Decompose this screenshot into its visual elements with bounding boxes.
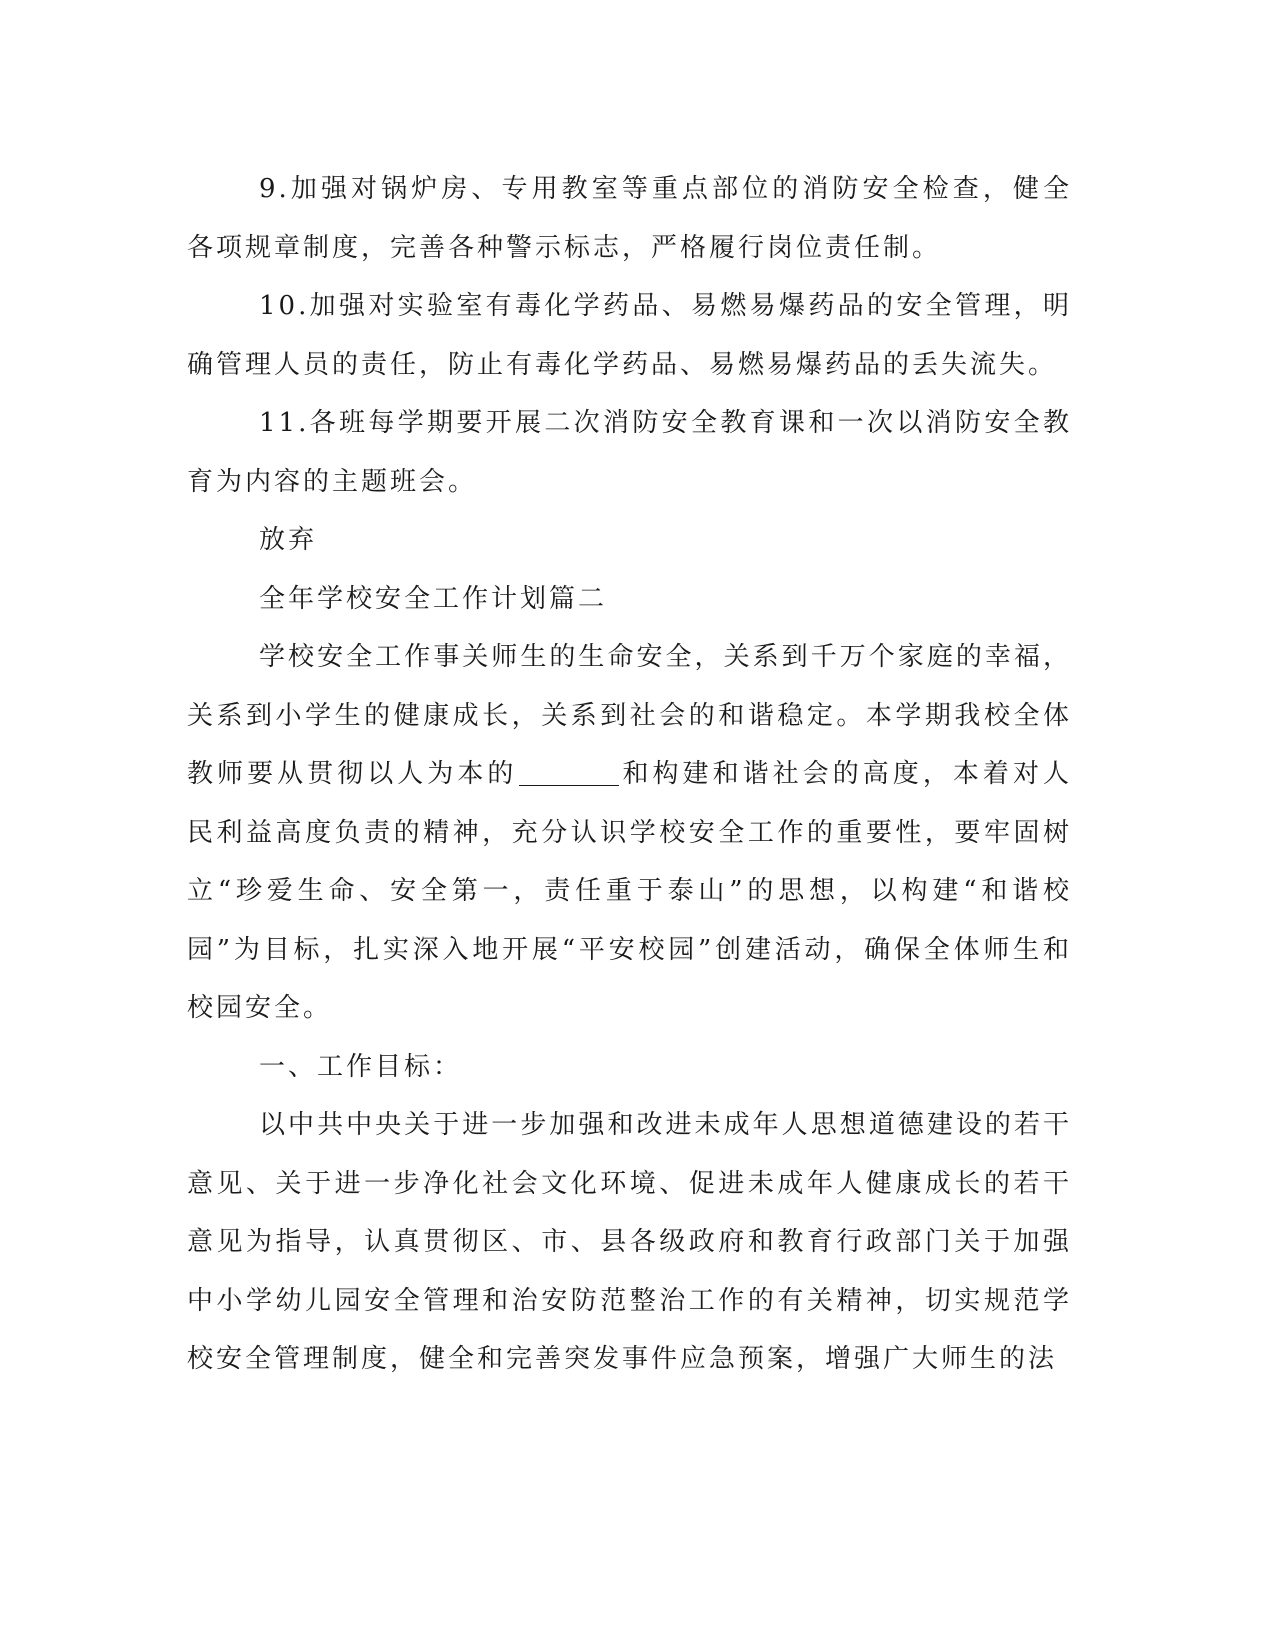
intro-text-part2: 和构建和谐社会的高度，本着对人民利益高度负责的精神，充分认识学校安全工作的重要性，要牢固树立“珍爱生命、安全第一，责任重于泰山”的思想，以构建“和谐校园”为目标，扎实深入地开展“平安校园”创建活动，确保全体师生和校园安全。 — [187, 759, 1072, 1023]
heading-work-goal: 一、工作目标： — [259, 1051, 463, 1082]
intro-paragraph — [187, 628, 1072, 1038]
paragraph-item-9: 9.加强对锅炉房、专用教室等重点部位的消防安全检查，健全各项规章制度，完善各种警示标志，严格履行岗位责任制。 — [187, 174, 1072, 263]
paragraph-item-11: 11.各班每学期要开展二次消防安全教育课和一次以消防安全教育为内容的主题班会。 — [187, 408, 1072, 497]
paragraph-item-10: 10.加强对实验室有毒化学药品、易燃易爆药品的安全管理，明确管理人员的责任，防止有毒化学药品、易燃易爆药品的丢失流失。 — [187, 291, 1072, 380]
intro-text-part1: 学校安全工作事关师生的生命安全，关系到千万个家庭的幸福，关系到小学生的健康成长，关系到社会的和谐稳定。本学期我校全体教师要从贯彻以人为本的 — [187, 642, 1072, 789]
abandon-line: 放弃 — [259, 525, 318, 555]
fill-in-blank — [519, 759, 619, 786]
document-body — [187, 160, 1072, 1389]
section-title: 全年学校安全工作计划篇二 — [259, 583, 608, 614]
goal-paragraph: 以中共中央关于进一步加强和改进未成年人思想道德建设的若干意见、关于进一步净化社会文化环境、促进未成年人健康成长的若干意见为指导，认真贯彻区、市、县各级政府和教育行政部门关于加强中小学幼儿园安全管理和治安防范整治工作的有关精神，切实规范学校安全管理制度，健全和完善突发事件应急预案，增强广大师生的法 — [187, 1110, 1072, 1374]
